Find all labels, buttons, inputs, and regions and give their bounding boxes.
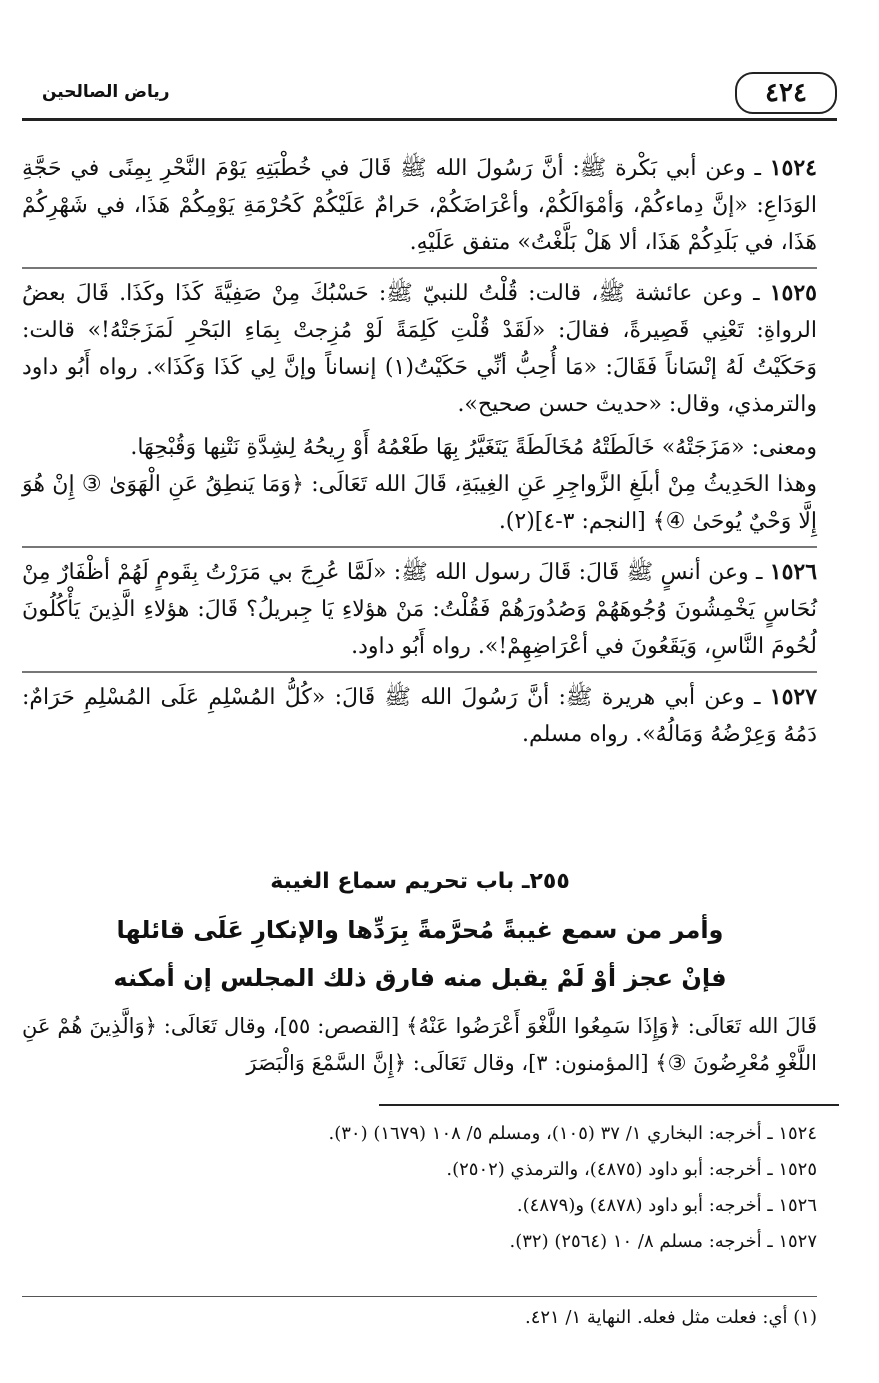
hadith-number: ١٥٢٥ bbox=[769, 280, 817, 306]
quran-verses: قَالَ الله تَعَالَى: ﴿وَإِذَا سَمِعُوا اللَّغْوَ أَعْرَضُوا عَنْهُ﴾ [القصص: ٥٥]، وقال تَعَالَى: ﴿وَالَّذِينَ هُمْ عَنِ اللَّغْوِ مُعْرِضُونَ ③﴾ [المؤمنون: ٣]، وقال تَعَالَى: ﴿إِنَّ السَّمْعَ وَالْبَصَرَ bbox=[22, 1014, 817, 1075]
reference-line: ١٥٢٥ ـ أخرجه: أبو داود (٤٨٧٥)، والترمذي (٢٥٠٢). bbox=[446, 1159, 817, 1180]
page-number: ٤٢٤ bbox=[735, 72, 837, 114]
hadith-text: ـ وعن أبي بَكْرة ﷺ: أنَّ رَسُولَ الله ﷺ قَالَ في خُطْبَتِهِ يَوْمَ النَّحْرِ بِمِنًى في حَجَّةِ الوَدَاعِ: «إنَّ دِماءكُمْ، وَأمْوَالَكُمْ، وأعْرَاضَكُمْ، حَرامٌ عَلَيْكُمْ كَحُرْمَةِ يَوْمِكُمْ هَذَا، في شَهْرِكُمْ هَذَا، في بَلَدِكُمْ هَذَا، ألا هَلْ بَلَّغْتُ» متفق عَلَيْهِ. bbox=[22, 156, 817, 255]
footnote-divider bbox=[22, 1296, 817, 1297]
book-title: رياض الصالحين bbox=[42, 82, 170, 102]
chapter-heading bbox=[60, 858, 780, 1002]
hadith-explanation: ومعنى: «مَزَجَتْهُ» خَالَطَتْهُ مُخَالَطَةً يَتَغَيَّرُ بِهَا طَعْمُهُ أَوْ رِيحُهُ لِشِدَّةِ نَتْنِها وَقُبْحِهَا. bbox=[130, 435, 817, 460]
hadith-1527 bbox=[22, 679, 817, 753]
hadith-text: ـ وعن عائشة ﷺ، قالت: قُلْتُ للنبيّ ﷺ: حَسْبُكَ مِنْ صَفِيَّةَ كَذَا وكَذَا. قَالَ بعضُ الرواةِ: تَعْنِي قَصِيرةً، فقالَ: «لَقَدْ قُلْتِ كَلِمَةً لَوْ مُزِجتْ بِمَاءِ البَحْرِ لَمَزَجَتْهُ!» قالت: وَحَكَيْتُ لَهُ إنْسَاناً فَقَالَ: «مَا أُحِبُّ أنِّي حَكَيْتُ(١) إنساناً وإنَّ لِي كَذَا وَكَذَا». رواه أَبُو داود والترمذي، وقال: «حديث حسن صحيح». bbox=[22, 281, 818, 417]
references-divider bbox=[379, 1104, 839, 1106]
reference-line: ١٥٢٧ ـ أخرجه: مسلم ٨/ ١٠ (٢٥٦٤) (٣٢). bbox=[509, 1231, 817, 1252]
hadith-number: ١٥٢٤ bbox=[769, 155, 817, 181]
hadith-number: ١٥٢٦ bbox=[769, 559, 818, 585]
chapter-subtitle-line: فإنْ عجز أوْ لَمْ يقبل منه فارق ذلك المجلس إن أمكنه bbox=[113, 964, 727, 992]
chapter-title: ٢٥٥ـ باب تحريم سماع الغيبة bbox=[270, 869, 570, 894]
hadith-commentary: وهذا الحَدِيثُ مِنْ أبلَغِ الزَّواجِرِ عَنِ الغِيبَةِ، قَالَ الله تَعَالَى: ﴿وَمَا يَنطِقُ عَنِ الْهَوَىٰ ③ إِنْ هُوَ إِلَّا وَحْيٌ يُوحَىٰ ④﴾ [النجم: ٣-٤](٢). bbox=[22, 472, 818, 534]
references bbox=[177, 1116, 817, 1260]
chapter-subtitle-line: وأمر من سمع غيبةً مُحرَّمةً بِرَدِّها والإنكارِ عَلَى قائلها bbox=[116, 916, 724, 944]
hadith-separator bbox=[22, 671, 817, 673]
hadith-separator bbox=[22, 546, 817, 548]
page-header bbox=[22, 70, 837, 118]
hadith-number: ١٥٢٧ bbox=[769, 684, 818, 710]
hadith-1524 bbox=[22, 150, 817, 261]
hadith-text: ـ وعن أنسٍ ﷺ قَالَ: قَالَ رسول الله ﷺ: «لَمَّا عُرِجَ بي مَرَرْتُ بِقَومٍ لَهُمْ أظْفَارٌ مِنْ نُحَاسٍ يَخْمِشُونَ وُجُوهَهُمْ وَصُدُورَهُمْ فَقُلْتُ: مَنْ هؤلاءِ يَا جِبريلُ؟ قَالَ: هؤلاءِ الَّذِينَ يَأْكُلُونَ لُحُومَ النَّاسِ، وَيَقَعُونَ في أعْرَاضِهِمْ!». رواه أَبُو داود. bbox=[22, 560, 817, 659]
reference-line: ١٥٢٦ ـ أخرجه: أبو داود (٤٨٧٨) و(٤٨٧٩). bbox=[516, 1195, 817, 1216]
hadith-separator bbox=[22, 267, 817, 269]
hadith-text: ـ وعن أبي هريرة ﷺ: أنَّ رَسُولَ الله ﷺ قَالَ: «كُلُّ المُسْلِمِ عَلَى المُسْلِمِ حَرَامٌ: دَمُهُ وَعِرْضُهُ وَمَالُهُ». رواه مسلم. bbox=[22, 685, 817, 747]
reference-line: ١٥٢٤ ـ أخرجه: البخاري ١/ ٣٧ (١٠٥)، ومسلم ٥/ ١٠٨ (١٦٧٩) (٣٠). bbox=[328, 1123, 817, 1144]
hadith-1526 bbox=[22, 554, 817, 665]
hadith-1525 bbox=[22, 275, 817, 423]
footnote: (١) أي: فعلت مثل فعله. النهاية ١/ ٤٢١. bbox=[524, 1307, 817, 1328]
header-divider bbox=[22, 118, 837, 121]
main-text bbox=[22, 150, 817, 759]
